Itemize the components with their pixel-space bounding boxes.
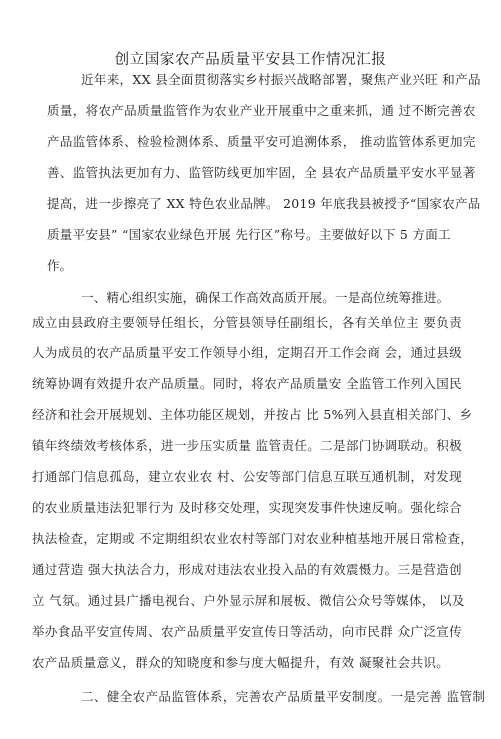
- paragraph-line: 镇年终绩效考核体系，进一步压实质量 监管责任。二是部门协调联动。积极: [32, 438, 463, 453]
- paragraph-line: 人为成员的农产品质量平安工作领导小组，定期召开工作会商 会，通过县级: [32, 345, 463, 360]
- section-heading: 一、精心组织实施，确保工作高效高质开展。一是高位统筹推进。: [81, 290, 450, 305]
- paragraph-line: 质量，将农产品质量监管作为农业产业开展重中之重来抓，通 过不断完善农: [47, 103, 476, 118]
- paragraph-line: 近年来，XX 县全面贯彻落实乡村振兴战略部署，聚焦产业兴旺 和产品: [81, 72, 481, 87]
- paragraph-line: 打通部门信息孤岛，建立农业农 村、公安等部门信息互联互通机制，对发现: [32, 469, 463, 484]
- paragraph-line: 举办食品平安宣传周、农产品质量平安宣传日等活动，向市民群 众广泛宣传: [32, 624, 463, 639]
- paragraph-line: 经济和社会开展规划、主体功能区规划，并按占 比 5%列入县直相关部门、乡: [32, 407, 473, 422]
- section-heading: 二、健全农产品监管体系，完善农产品质量平安制度。一是完善 监管制: [81, 689, 486, 704]
- paragraph-line: 产品监管体系、检验检测体系、质量平安可追溯体系， 推动监管体系更加完: [47, 134, 476, 149]
- paragraph-line: 作。: [47, 258, 73, 273]
- paragraph-line: 立 气氛。通过县广播电视台、户外显示屏和展板、微信公众号等媒体， 以及: [32, 593, 465, 608]
- paragraph-line: 善、监管执法更加有力、监管防线更加牢固，全 县农产品质量平安水平显著: [47, 165, 476, 180]
- paragraph-line: 质量平安县” “国家农业绿色开展 先行区”称号。主要做好以下 5 方面工: [47, 227, 451, 242]
- document-title: 创立国家农产品质量平安县工作情况汇报: [114, 52, 387, 68]
- paragraph-line: 的农业质量违法犯罪行为 及时移交处理，实现突发事件快速反响。强化综合: [32, 500, 463, 515]
- paragraph-line: 提高，进一步擦亮了 XX 特色农业品牌。 2019 年底我县被授予“国家农产品: [47, 196, 481, 211]
- paragraph-line: 通过营造 强大执法合力，形成对违法农业投入品的有效震慑力。三是营造创: [32, 562, 463, 577]
- paragraph-line: 执法检查，定期或 不定期组织农业农村等部门对农业种植基地开展日常检查，: [32, 531, 474, 546]
- paragraph-line: 农产品质量意义，群众的知晓度和参与度大幅提升，有效 凝聚社会共识。: [32, 655, 450, 670]
- paragraph-line: 成立由县政府主要领导任组长，分管县领导任副组长，各有关单位主 要负责: [32, 315, 463, 330]
- paragraph-line: 统筹协调有效提升农产品质量。同时，将农产品质量安 全监管工作列入国民: [32, 376, 463, 391]
